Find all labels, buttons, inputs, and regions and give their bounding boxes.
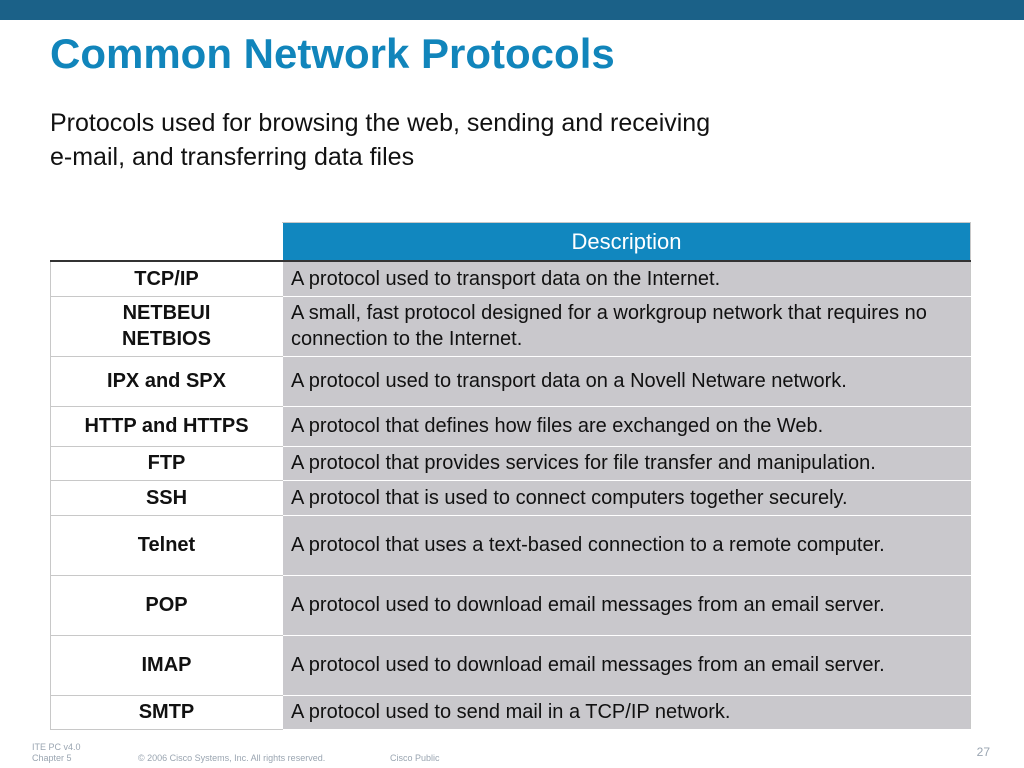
protocol-name: SSH [145,486,188,509]
footer-classification: Cisco Public [390,753,440,763]
protocol-description: A protocol used to download email messages from an email server. [283,635,971,695]
header-description: Description [283,223,971,262]
protocol-name-cell [51,446,283,480]
protocol-description: A protocol that is used to connect computers together securely. [283,480,971,515]
table-header-row [51,223,971,262]
protocol-description: A protocol used to transport data on the Internet. [283,261,971,296]
subtitle-line: e-mail, and transferring data files [50,143,415,171]
table-row [51,446,971,480]
protocol-description: A small, fast protocol designed for a workgroup network that requires no connection to the Internet. [283,296,971,356]
protocol-name: IMAP [141,654,192,676]
top-banner-bar [0,0,1024,20]
page-number: 27 [976,745,990,759]
protocol-description: A protocol used to transport data on a Novell Netware network. [283,356,971,406]
protocol-name: FTP [147,452,186,474]
slide-subtitle [50,106,850,174]
protocol-name-cell [51,515,283,575]
table-row [51,575,971,635]
protocol-table [50,222,971,730]
subtitle-line: Protocols used for browsing the web, sending and receiving [50,109,711,137]
protocol-description: A protocol that defines how files are exchanged on the Web. [283,406,971,446]
protocol-description: A protocol that provides services for file transfer and manipulation. [283,446,971,480]
protocol-name-cell [51,695,283,729]
protocol-description: A protocol that uses a text-based connection to a remote computer. [283,515,971,575]
table-row [51,406,971,446]
protocol-name-cell [51,296,283,356]
header-blank-cell [51,223,283,262]
protocol-description: A protocol used to send mail in a TCP/IP network. [283,695,971,729]
table-row [51,261,971,296]
table-row [51,635,971,695]
footer-copyright: © 2006 Cisco Systems, Inc. All rights reserved. [138,753,326,763]
protocol-name-cell [51,480,283,515]
table-row [51,480,971,515]
footer-course-info [32,742,81,768]
protocol-name: SMTP [138,701,195,723]
protocol-name: TCP/IP [134,267,199,290]
table-row [51,296,971,356]
protocol-name: NETBEUI [122,302,211,324]
table-row [51,695,971,729]
protocol-name: Telnet [137,534,196,556]
table-row [51,356,971,406]
table-row [51,515,971,575]
protocol-name: NETBIOS [122,328,211,350]
protocol-name: IPX and SPX [107,370,226,392]
protocol-name-cell [51,261,283,296]
slide-title: Common Network Protocols [50,30,615,77]
protocol-name: POP [145,594,188,616]
protocol-description: A protocol used to download email messages from an email server. [283,575,971,635]
protocol-name-cell [51,406,283,446]
protocol-name-cell [51,575,283,635]
footer-chapter: Chapter 5 [32,753,72,763]
protocol-name-cell [51,356,283,406]
protocol-name: HTTP and HTTPS [84,415,249,437]
footer-course: ITE PC v4.0 [32,742,81,752]
protocol-name-cell [51,635,283,695]
